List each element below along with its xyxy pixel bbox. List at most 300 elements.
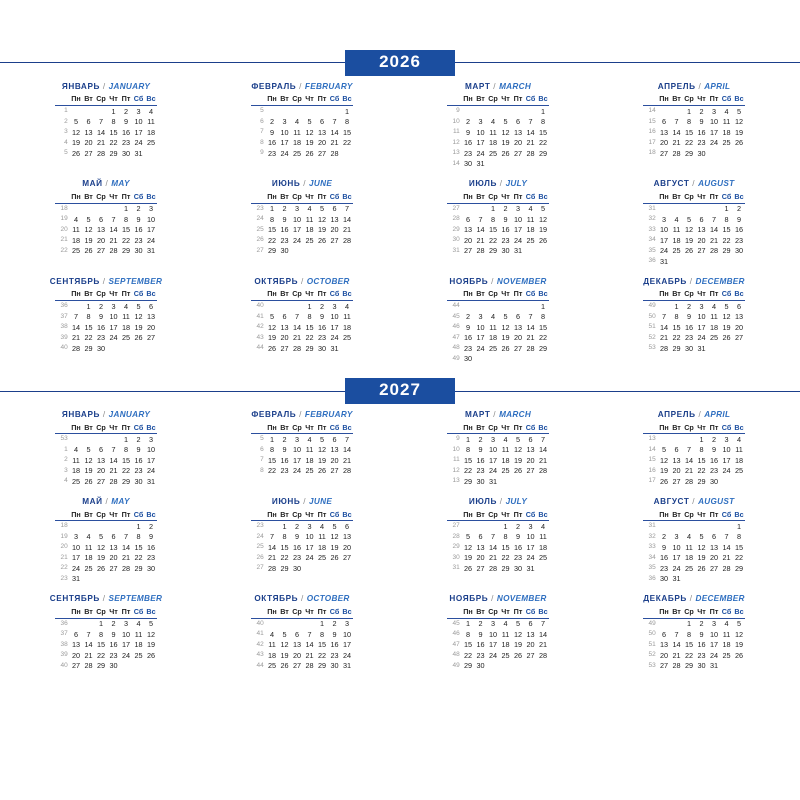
day-cell[interactable]: 11 bbox=[293, 127, 301, 137]
day-cell[interactable]: 7 bbox=[711, 214, 717, 224]
day-cell[interactable]: 17 bbox=[305, 542, 314, 552]
day-cell[interactable]: 7 bbox=[111, 445, 116, 455]
day-cell[interactable]: 19 bbox=[501, 138, 510, 148]
day-cell[interactable]: 24 bbox=[292, 235, 302, 245]
day-cell[interactable]: 30 bbox=[96, 343, 106, 353]
day-cell[interactable]: 4 bbox=[490, 312, 496, 322]
day-cell[interactable]: 13 bbox=[292, 640, 302, 650]
day-cell[interactable]: 19 bbox=[501, 333, 510, 343]
day-cell[interactable]: 28 bbox=[672, 148, 681, 158]
day-cell[interactable]: 18 bbox=[342, 322, 352, 332]
day-cell[interactable]: 19 bbox=[734, 640, 744, 650]
day-cell[interactable]: 7 bbox=[294, 312, 300, 322]
day-cell[interactable]: 10 bbox=[134, 117, 143, 127]
day-cell[interactable]: 24 bbox=[330, 333, 339, 343]
day-cell[interactable]: 8 bbox=[319, 629, 325, 639]
day-cell[interactable]: 22 bbox=[538, 138, 548, 148]
day-cell[interactable]: 8 bbox=[269, 214, 275, 224]
day-cell[interactable]: 28 bbox=[267, 563, 277, 573]
day-cell[interactable]: 21 bbox=[267, 553, 277, 563]
day-cell[interactable]: 20 bbox=[526, 455, 535, 465]
day-cell[interactable]: 6 bbox=[148, 301, 154, 311]
day-cell[interactable]: 17 bbox=[697, 322, 706, 332]
day-cell[interactable]: 1 bbox=[503, 521, 508, 531]
day-cell[interactable]: 10 bbox=[672, 542, 681, 552]
day-cell[interactable]: 1 bbox=[724, 204, 729, 214]
day-cell[interactable]: 31 bbox=[526, 563, 535, 573]
day-cell[interactable]: 26 bbox=[734, 138, 744, 148]
day-cell[interactable]: 5 bbox=[503, 117, 508, 127]
day-cell[interactable]: 24 bbox=[342, 650, 352, 660]
day-cell[interactable]: 22 bbox=[121, 235, 131, 245]
day-cell[interactable]: 5 bbox=[136, 301, 141, 311]
day-cell[interactable]: 21 bbox=[84, 650, 93, 660]
day-cell[interactable]: 25 bbox=[71, 246, 81, 256]
day-cell[interactable]: 15 bbox=[684, 640, 694, 650]
day-cell[interactable]: 6 bbox=[294, 629, 300, 639]
day-cell[interactable]: 10 bbox=[722, 445, 731, 455]
day-cell[interactable]: 16 bbox=[697, 640, 706, 650]
day-cell[interactable]: 13 bbox=[476, 542, 485, 552]
day-cell[interactable]: 9 bbox=[478, 629, 483, 639]
day-cell[interactable]: 15 bbox=[96, 640, 106, 650]
day-cell[interactable]: 28 bbox=[538, 650, 548, 660]
day-cell[interactable]: 13 bbox=[659, 127, 669, 137]
day-cell[interactable]: 23 bbox=[134, 235, 143, 245]
day-cell[interactable]: 20 bbox=[84, 138, 93, 148]
day-cell[interactable]: 27 bbox=[330, 235, 339, 245]
day-cell[interactable]: 2 bbox=[515, 521, 521, 531]
day-cell[interactable]: 25 bbox=[84, 563, 93, 573]
day-cell[interactable]: 31 bbox=[659, 256, 669, 266]
day-cell[interactable]: 8 bbox=[136, 532, 141, 542]
day-cell[interactable]: 30 bbox=[697, 148, 706, 158]
day-cell[interactable]: 10 bbox=[488, 629, 498, 639]
day-cell[interactable]: 27 bbox=[317, 148, 327, 158]
day-cell[interactable]: 10 bbox=[709, 117, 719, 127]
day-cell[interactable]: 19 bbox=[734, 127, 744, 137]
day-cell[interactable]: 12 bbox=[317, 214, 327, 224]
day-cell[interactable]: 22 bbox=[684, 138, 694, 148]
day-cell[interactable]: 6 bbox=[711, 532, 717, 542]
day-cell[interactable]: 3 bbox=[724, 434, 729, 444]
day-cell[interactable]: 10 bbox=[488, 445, 498, 455]
day-cell[interactable]: 16 bbox=[463, 333, 473, 343]
day-cell[interactable]: 5 bbox=[148, 619, 154, 629]
day-cell[interactable]: 20 bbox=[513, 333, 523, 343]
day-cell[interactable]: 15 bbox=[109, 127, 118, 137]
day-cell[interactable]: 30 bbox=[280, 246, 289, 256]
day-cell[interactable]: 24 bbox=[513, 235, 523, 245]
day-cell[interactable]: 24 bbox=[526, 553, 535, 563]
day-cell[interactable]: 23 bbox=[463, 148, 473, 158]
day-cell[interactable]: 18 bbox=[501, 640, 510, 650]
day-cell[interactable]: 15 bbox=[121, 225, 131, 235]
day-cell[interactable]: 28 bbox=[476, 246, 485, 256]
day-cell[interactable]: 22 bbox=[697, 466, 706, 476]
day-cell[interactable]: 15 bbox=[267, 455, 277, 465]
day-cell[interactable]: 28 bbox=[342, 466, 352, 476]
day-cell[interactable]: 24 bbox=[71, 563, 81, 573]
day-cell[interactable]: 10 bbox=[280, 127, 289, 137]
day-cell[interactable]: 25 bbox=[488, 343, 498, 353]
day-cell[interactable]: 31 bbox=[488, 476, 498, 486]
day-cell[interactable]: 14 bbox=[672, 127, 681, 137]
day-cell[interactable]: 3 bbox=[344, 619, 350, 629]
day-cell[interactable]: 24 bbox=[709, 138, 719, 148]
day-cell[interactable]: 23 bbox=[734, 235, 744, 245]
day-cell[interactable]: 4 bbox=[148, 106, 154, 116]
day-cell[interactable]: 22 bbox=[463, 650, 473, 660]
day-cell[interactable]: 16 bbox=[280, 455, 289, 465]
day-cell[interactable]: 11 bbox=[685, 542, 693, 552]
day-cell[interactable]: 5 bbox=[736, 619, 742, 629]
day-cell[interactable]: 13 bbox=[109, 542, 118, 552]
day-cell[interactable]: 10 bbox=[476, 127, 485, 137]
day-cell[interactable]: 29 bbox=[280, 563, 289, 573]
day-cell[interactable]: 14 bbox=[330, 127, 339, 137]
day-cell[interactable]: 23 bbox=[330, 650, 339, 660]
day-cell[interactable]: 3 bbox=[699, 301, 704, 311]
day-cell[interactable]: 20 bbox=[292, 650, 302, 660]
day-cell[interactable]: 7 bbox=[98, 117, 104, 127]
day-cell[interactable]: 18 bbox=[84, 553, 93, 563]
day-cell[interactable]: 10 bbox=[121, 629, 131, 639]
day-cell[interactable]: 11 bbox=[72, 225, 80, 235]
day-cell[interactable]: 16 bbox=[134, 225, 143, 235]
day-cell[interactable]: 5 bbox=[98, 532, 104, 542]
day-cell[interactable]: 26 bbox=[659, 476, 669, 486]
day-cell[interactable]: 4 bbox=[294, 117, 300, 127]
day-cell[interactable]: 2 bbox=[699, 106, 704, 116]
day-cell[interactable]: 12 bbox=[96, 542, 106, 552]
day-cell[interactable]: 26 bbox=[267, 343, 277, 353]
day-cell[interactable]: 15 bbox=[672, 322, 681, 332]
day-cell[interactable]: 14 bbox=[526, 127, 535, 137]
day-cell[interactable]: 26 bbox=[538, 235, 548, 245]
day-cell[interactable]: 8 bbox=[686, 117, 692, 127]
day-cell[interactable]: 7 bbox=[269, 532, 275, 542]
day-cell[interactable]: 25 bbox=[722, 138, 731, 148]
day-cell[interactable]: 24 bbox=[146, 466, 156, 476]
day-cell[interactable]: 20 bbox=[476, 553, 485, 563]
day-cell[interactable]: 10 bbox=[526, 532, 535, 542]
day-cell[interactable]: 1 bbox=[123, 434, 129, 444]
day-cell[interactable]: 24 bbox=[109, 333, 118, 343]
day-cell[interactable]: 2 bbox=[269, 117, 275, 127]
day-cell[interactable]: 5 bbox=[724, 301, 729, 311]
day-cell[interactable]: 27 bbox=[84, 148, 93, 158]
day-cell[interactable]: 7 bbox=[528, 117, 533, 127]
day-cell[interactable]: 19 bbox=[84, 466, 93, 476]
day-cell[interactable]: 1 bbox=[307, 301, 312, 311]
day-cell[interactable]: 25 bbox=[134, 650, 143, 660]
day-cell[interactable]: 11 bbox=[72, 455, 80, 465]
day-cell[interactable]: 26 bbox=[84, 246, 93, 256]
day-cell[interactable]: 7 bbox=[123, 532, 129, 542]
day-cell[interactable]: 16 bbox=[267, 138, 277, 148]
day-cell[interactable]: 2 bbox=[478, 619, 483, 629]
day-cell[interactable]: 13 bbox=[513, 127, 523, 137]
day-cell[interactable]: 2 bbox=[282, 204, 287, 214]
day-cell[interactable]: 28 bbox=[672, 661, 681, 671]
day-cell[interactable]: 20 bbox=[317, 138, 327, 148]
day-cell[interactable]: 23 bbox=[267, 148, 277, 158]
day-cell[interactable]: 12 bbox=[697, 542, 706, 552]
day-cell[interactable]: 11 bbox=[672, 225, 681, 235]
day-cell[interactable]: 31 bbox=[71, 574, 81, 584]
day-cell[interactable]: 11 bbox=[489, 322, 497, 332]
day-cell[interactable]: 26 bbox=[84, 476, 93, 486]
day-cell[interactable]: 30 bbox=[463, 159, 473, 169]
day-cell[interactable]: 3 bbox=[73, 532, 79, 542]
day-cell[interactable]: 1 bbox=[490, 204, 496, 214]
day-cell[interactable]: 17 bbox=[476, 138, 485, 148]
day-cell[interactable]: 29 bbox=[734, 563, 744, 573]
day-cell[interactable]: 31 bbox=[146, 246, 156, 256]
day-cell[interactable]: 3 bbox=[490, 619, 496, 629]
day-cell[interactable]: 13 bbox=[463, 225, 473, 235]
day-cell[interactable]: 3 bbox=[148, 204, 154, 214]
day-cell[interactable]: 31 bbox=[513, 246, 523, 256]
day-cell[interactable]: 4 bbox=[540, 521, 546, 531]
day-cell[interactable]: 12 bbox=[734, 629, 744, 639]
day-cell[interactable]: 10 bbox=[330, 312, 339, 322]
day-cell[interactable]: 14 bbox=[96, 127, 106, 137]
day-cell[interactable]: 4 bbox=[711, 301, 717, 311]
day-cell[interactable]: 18 bbox=[305, 225, 314, 235]
day-cell[interactable]: 23 bbox=[121, 138, 131, 148]
day-cell[interactable]: 14 bbox=[722, 542, 731, 552]
day-cell[interactable]: 15 bbox=[134, 542, 143, 552]
day-cell[interactable]: 9 bbox=[282, 214, 287, 224]
day-cell[interactable]: 9 bbox=[478, 445, 483, 455]
day-cell[interactable]: 8 bbox=[724, 214, 729, 224]
day-cell[interactable]: 30 bbox=[697, 661, 706, 671]
day-cell[interactable]: 30 bbox=[292, 563, 302, 573]
day-cell[interactable]: 4 bbox=[503, 619, 508, 629]
day-cell[interactable]: 22 bbox=[121, 466, 131, 476]
day-cell[interactable]: 23 bbox=[317, 333, 327, 343]
day-cell[interactable]: 12 bbox=[722, 312, 731, 322]
day-cell[interactable]: 11 bbox=[710, 312, 718, 322]
day-cell[interactable]: 27 bbox=[146, 333, 156, 343]
day-cell[interactable]: 27 bbox=[659, 661, 669, 671]
day-cell[interactable]: 1 bbox=[282, 521, 287, 531]
day-cell[interactable]: 24 bbox=[488, 466, 498, 476]
day-cell[interactable]: 15 bbox=[684, 127, 694, 137]
day-cell[interactable]: 13 bbox=[330, 445, 339, 455]
day-cell[interactable]: 6 bbox=[344, 521, 350, 531]
day-cell[interactable]: 29 bbox=[684, 661, 694, 671]
day-cell[interactable]: 19 bbox=[722, 322, 731, 332]
day-cell[interactable]: 7 bbox=[528, 312, 533, 322]
day-cell[interactable]: 28 bbox=[488, 563, 498, 573]
day-cell[interactable]: 13 bbox=[672, 455, 681, 465]
day-cell[interactable]: 6 bbox=[332, 204, 337, 214]
day-cell[interactable]: 2 bbox=[478, 434, 483, 444]
day-cell[interactable]: 1 bbox=[736, 521, 742, 531]
day-cell[interactable]: 3 bbox=[674, 532, 679, 542]
day-cell[interactable]: 29 bbox=[697, 476, 706, 486]
day-cell[interactable]: 14 bbox=[84, 640, 93, 650]
day-cell[interactable]: 6 bbox=[73, 629, 79, 639]
day-cell[interactable]: 2 bbox=[98, 301, 104, 311]
day-cell[interactable]: 28 bbox=[109, 476, 118, 486]
day-cell[interactable]: 18 bbox=[121, 322, 131, 332]
day-cell[interactable]: 27 bbox=[71, 661, 81, 671]
day-cell[interactable]: 16 bbox=[513, 542, 523, 552]
day-cell[interactable]: 18 bbox=[71, 466, 81, 476]
day-cell[interactable]: 15 bbox=[538, 322, 548, 332]
day-cell[interactable]: 24 bbox=[280, 148, 289, 158]
day-cell[interactable]: 19 bbox=[697, 553, 706, 563]
day-cell[interactable]: 20 bbox=[659, 650, 669, 660]
day-cell[interactable]: 10 bbox=[342, 629, 352, 639]
day-cell[interactable]: 16 bbox=[697, 127, 706, 137]
day-cell[interactable]: 15 bbox=[538, 127, 548, 137]
day-cell[interactable]: 2 bbox=[711, 434, 717, 444]
day-cell[interactable]: 16 bbox=[96, 322, 106, 332]
day-cell[interactable]: 14 bbox=[538, 629, 548, 639]
day-cell[interactable]: 10 bbox=[476, 322, 485, 332]
day-cell[interactable]: 28 bbox=[121, 563, 131, 573]
day-cell[interactable]: 26 bbox=[463, 563, 473, 573]
day-cell[interactable]: 22 bbox=[267, 466, 277, 476]
day-cell[interactable]: 13 bbox=[330, 214, 339, 224]
day-cell[interactable]: 30 bbox=[463, 354, 473, 364]
day-cell[interactable]: 12 bbox=[513, 629, 523, 639]
day-cell[interactable]: 27 bbox=[292, 661, 302, 671]
day-cell[interactable]: 15 bbox=[305, 322, 314, 332]
day-cell[interactable]: 12 bbox=[330, 532, 339, 542]
day-cell[interactable]: 9 bbox=[282, 445, 287, 455]
day-cell[interactable]: 25 bbox=[709, 333, 719, 343]
day-cell[interactable]: 11 bbox=[268, 640, 276, 650]
day-cell[interactable]: 3 bbox=[332, 301, 337, 311]
day-cell[interactable]: 11 bbox=[305, 445, 314, 455]
day-cell[interactable]: 13 bbox=[71, 640, 81, 650]
day-cell[interactable]: 16 bbox=[317, 322, 327, 332]
day-cell[interactable]: 22 bbox=[342, 138, 352, 148]
day-cell[interactable]: 3 bbox=[515, 204, 521, 214]
day-cell[interactable]: 23 bbox=[697, 650, 706, 660]
day-cell[interactable]: 22 bbox=[538, 333, 548, 343]
day-cell[interactable]: 16 bbox=[659, 553, 669, 563]
day-cell[interactable]: 8 bbox=[686, 629, 692, 639]
day-cell[interactable]: 2 bbox=[148, 521, 154, 531]
day-cell[interactable]: 21 bbox=[476, 235, 485, 245]
day-cell[interactable]: 14 bbox=[672, 640, 681, 650]
day-cell[interactable]: 10 bbox=[146, 445, 156, 455]
day-cell[interactable]: 5 bbox=[319, 204, 325, 214]
day-cell[interactable]: 1 bbox=[686, 106, 692, 116]
day-cell[interactable]: 21 bbox=[121, 553, 131, 563]
day-cell[interactable]: 14 bbox=[342, 214, 352, 224]
day-cell[interactable]: 26 bbox=[134, 333, 143, 343]
day-cell[interactable]: 23 bbox=[146, 553, 156, 563]
day-cell[interactable]: 16 bbox=[709, 455, 719, 465]
day-cell[interactable]: 24 bbox=[476, 343, 485, 353]
day-cell[interactable]: 6 bbox=[674, 445, 679, 455]
day-cell[interactable]: 30 bbox=[109, 661, 118, 671]
day-cell[interactable]: 13 bbox=[96, 225, 106, 235]
day-cell[interactable]: 10 bbox=[659, 225, 669, 235]
day-cell[interactable]: 18 bbox=[526, 225, 535, 235]
day-cell[interactable]: 10 bbox=[709, 629, 719, 639]
day-cell[interactable]: 10 bbox=[146, 214, 156, 224]
day-cell[interactable]: 24 bbox=[488, 650, 498, 660]
day-cell[interactable]: 21 bbox=[488, 553, 498, 563]
day-cell[interactable]: 14 bbox=[109, 225, 118, 235]
day-cell[interactable]: 9 bbox=[332, 629, 337, 639]
day-cell[interactable]: 23 bbox=[96, 333, 106, 343]
day-cell[interactable]: 2 bbox=[503, 204, 508, 214]
day-cell[interactable]: 22 bbox=[96, 650, 106, 660]
day-cell[interactable]: 5 bbox=[73, 117, 79, 127]
day-cell[interactable]: 22 bbox=[463, 466, 473, 476]
day-cell[interactable]: 19 bbox=[305, 138, 314, 148]
day-cell[interactable]: 9 bbox=[98, 312, 104, 322]
day-cell[interactable]: 15 bbox=[280, 542, 289, 552]
day-cell[interactable]: 29 bbox=[305, 343, 314, 353]
day-cell[interactable]: 25 bbox=[121, 333, 131, 343]
day-cell[interactable]: 11 bbox=[134, 629, 143, 639]
day-cell[interactable]: 27 bbox=[526, 650, 535, 660]
day-cell[interactable]: 30 bbox=[476, 476, 485, 486]
day-cell[interactable]: 9 bbox=[736, 214, 742, 224]
day-cell[interactable]: 6 bbox=[515, 117, 521, 127]
day-cell[interactable]: 11 bbox=[147, 117, 155, 127]
day-cell[interactable]: 1 bbox=[465, 434, 471, 444]
day-cell[interactable]: 23 bbox=[501, 235, 510, 245]
day-cell[interactable]: 8 bbox=[674, 312, 679, 322]
day-cell[interactable]: 25 bbox=[722, 650, 731, 660]
day-cell[interactable]: 21 bbox=[71, 333, 81, 343]
day-cell[interactable]: 9 bbox=[503, 214, 508, 224]
day-cell[interactable]: 27 bbox=[342, 553, 352, 563]
day-cell[interactable]: 25 bbox=[305, 466, 314, 476]
day-cell[interactable]: 6 bbox=[98, 445, 104, 455]
day-cell[interactable]: 5 bbox=[282, 629, 287, 639]
day-cell[interactable]: 20 bbox=[734, 322, 744, 332]
day-cell[interactable]: 18 bbox=[305, 455, 314, 465]
day-cell[interactable]: 18 bbox=[722, 127, 731, 137]
day-cell[interactable]: 21 bbox=[109, 466, 118, 476]
day-cell[interactable]: 8 bbox=[86, 312, 91, 322]
day-cell[interactable]: 22 bbox=[501, 553, 510, 563]
day-cell[interactable]: 17 bbox=[146, 225, 156, 235]
day-cell[interactable]: 9 bbox=[294, 532, 300, 542]
day-cell[interactable]: 21 bbox=[526, 333, 535, 343]
day-cell[interactable]: 6 bbox=[528, 619, 533, 629]
day-cell[interactable]: 1 bbox=[540, 301, 546, 311]
day-cell[interactable]: 9 bbox=[711, 445, 717, 455]
day-cell[interactable]: 18 bbox=[684, 553, 694, 563]
day-cell[interactable]: 24 bbox=[305, 553, 314, 563]
day-cell[interactable]: 25 bbox=[501, 650, 510, 660]
day-cell[interactable]: 21 bbox=[342, 455, 352, 465]
day-cell[interactable]: 23 bbox=[684, 333, 694, 343]
day-cell[interactable]: 2 bbox=[282, 434, 287, 444]
day-cell[interactable]: 5 bbox=[269, 312, 275, 322]
day-cell[interactable]: 29 bbox=[463, 661, 473, 671]
day-cell[interactable]: 12 bbox=[267, 322, 277, 332]
day-cell[interactable]: 20 bbox=[659, 138, 669, 148]
day-cell[interactable]: 7 bbox=[674, 629, 679, 639]
day-cell[interactable]: 20 bbox=[463, 235, 473, 245]
day-cell[interactable]: 31 bbox=[709, 661, 719, 671]
